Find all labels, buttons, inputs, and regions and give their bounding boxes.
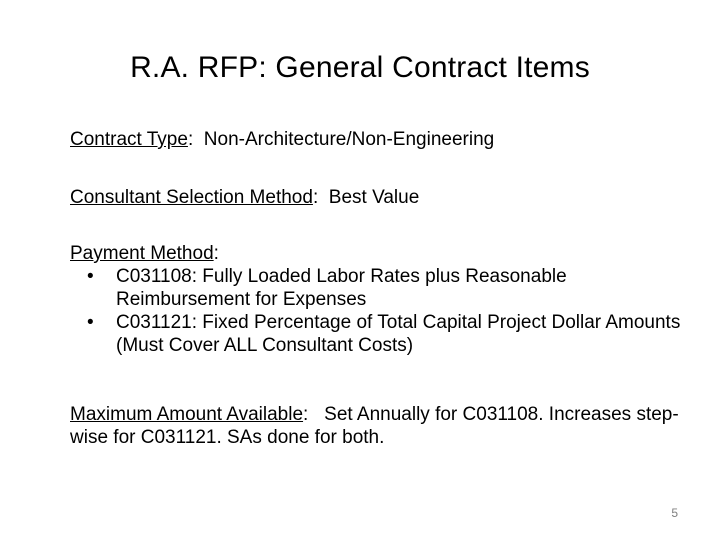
maximum-amount-value: Set Annually for C031108. Increases step-wise for C031121. SAs done for both. bbox=[70, 404, 679, 448]
bullet-icon: • bbox=[87, 312, 94, 333]
list-item bbox=[70, 265, 690, 311]
payment-bullet-text: C031108: Fully Loaded Labor Rates plus Reasonable Reimbursement for Expenses bbox=[116, 266, 567, 310]
payment-method-label: Payment Method bbox=[70, 243, 214, 264]
payment-method-block bbox=[70, 242, 690, 357]
contract-type-line: Contract Type: Non-Architecture/Non-Engineering bbox=[70, 129, 495, 150]
selection-method-line: Consultant Selection Method: Best Value bbox=[70, 187, 420, 208]
maximum-amount-line: Maximum Amount Available: Set Annually for C031108. Increases step-wise for C031121. SAs done for both. bbox=[70, 404, 679, 448]
selection-method-label: Consultant Selection Method bbox=[70, 187, 313, 208]
selection-method-value: Best Value bbox=[328, 187, 420, 208]
maximum-amount-label: Maximum Amount Available bbox=[70, 404, 304, 425]
contract-type-value: Non-Architecture/Non-Engineering bbox=[203, 129, 495, 150]
contract-type-label: Contract Type bbox=[70, 129, 188, 150]
bullet-icon: • bbox=[87, 266, 94, 287]
payment-method-heading: Payment Method: bbox=[70, 243, 219, 264]
list-item bbox=[70, 311, 690, 357]
page-number: 5 bbox=[671, 506, 678, 520]
payment-method-list bbox=[70, 265, 690, 357]
payment-bullet-text: C031121: Fixed Percentage of Total Capital Project Dollar Amounts (Must Cover ALL Consultant Costs) bbox=[116, 312, 681, 356]
slide-title: R.A. RFP: General Contract Items bbox=[130, 51, 590, 84]
